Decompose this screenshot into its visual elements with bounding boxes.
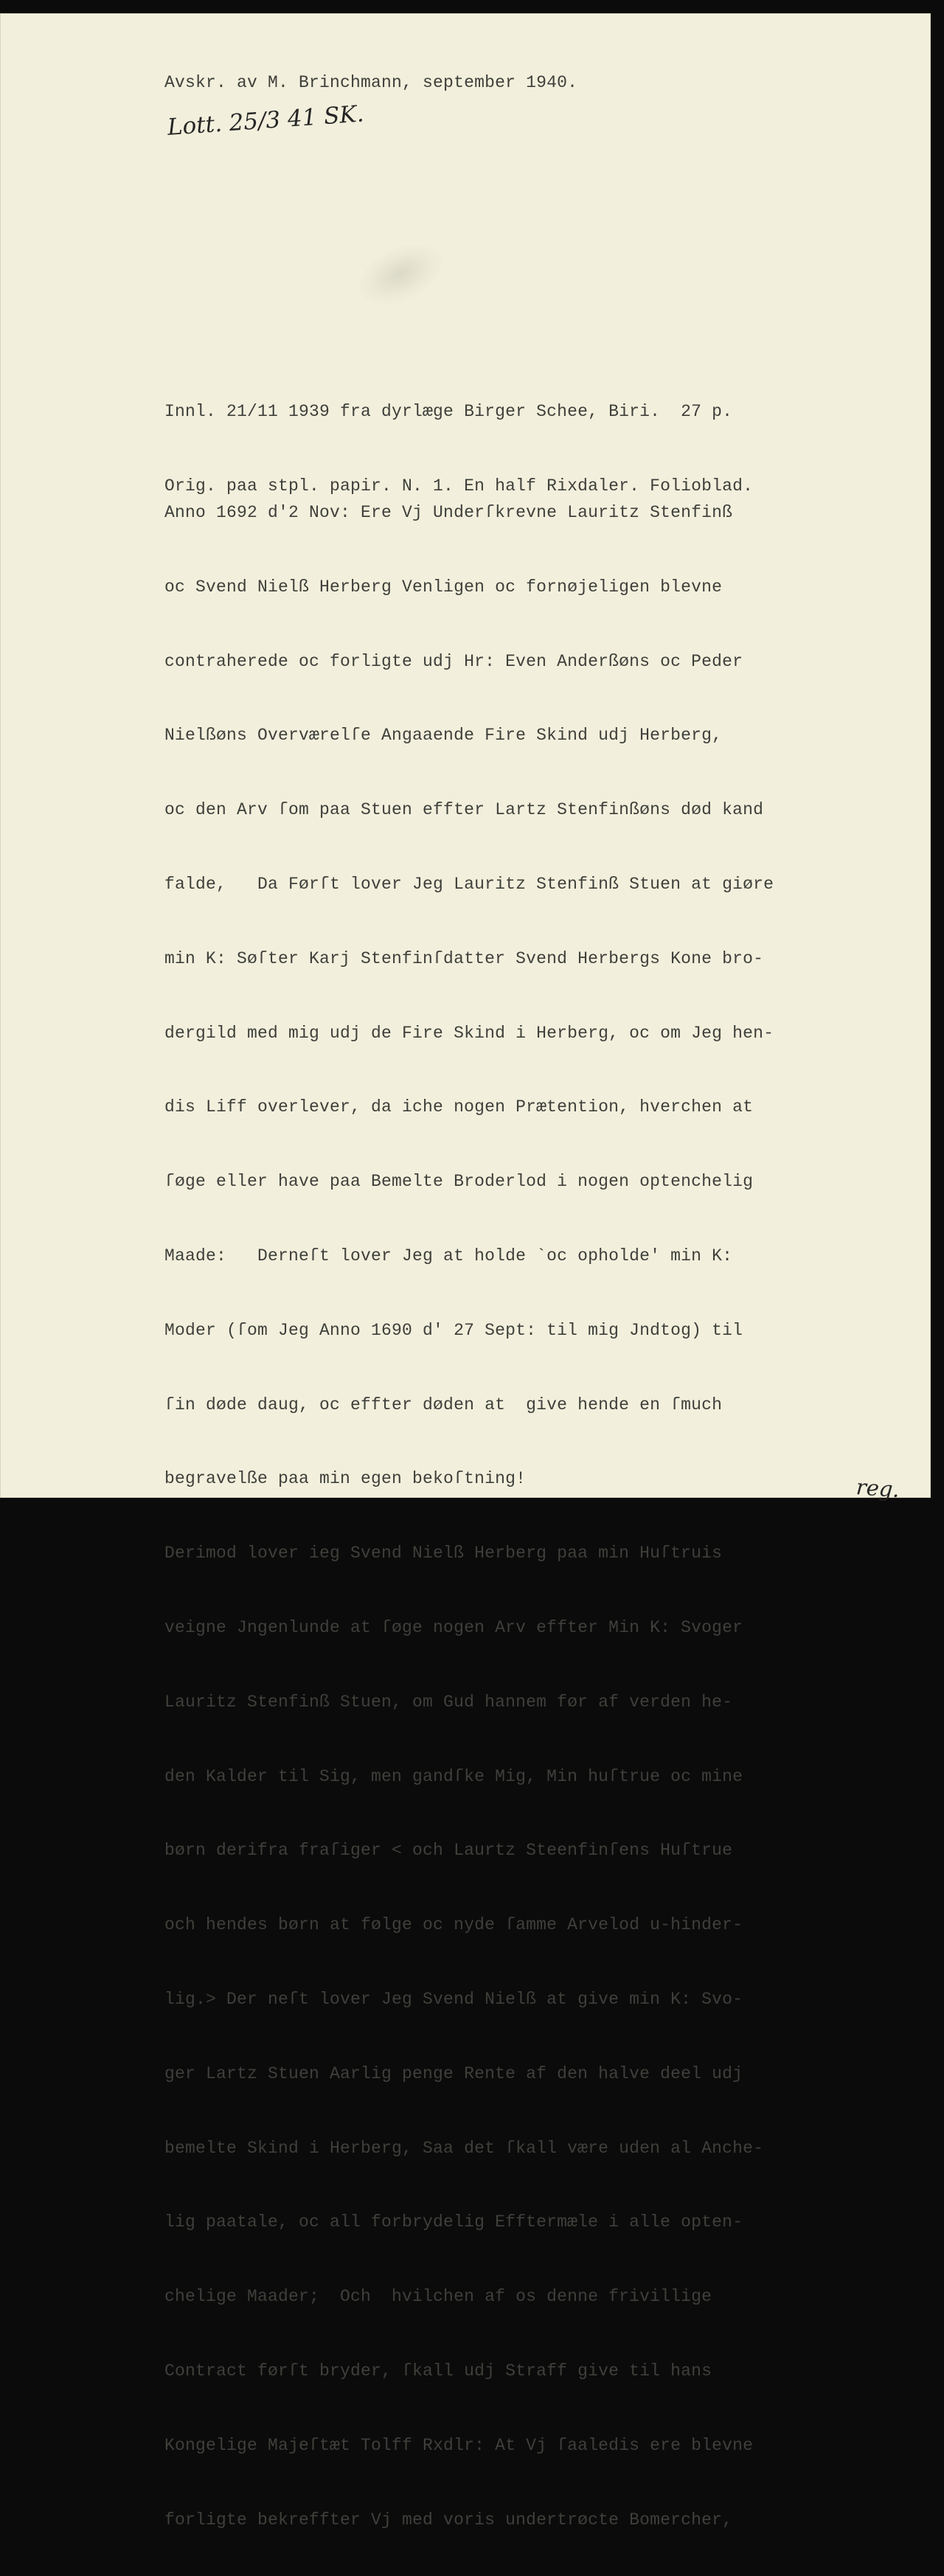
body-line: Moder (ſom Jeg Anno 1690 d' 27 Sept: til mig Jndtog) til	[164, 1320, 743, 1340]
body-line: lig paatale, oc all forbrydelig Efftermæle i alle opten-	[164, 2212, 743, 2232]
body-line: ſøge eller have paa Bemelte Broderlod i nogen optenchelig	[164, 1172, 754, 1192]
body-line: oc Svend Nielß Herberg Venligen oc fornøjeligen blevne	[164, 577, 723, 597]
body-line: Maade: Derneſt lover Jeg at holde `oc opholde' min K:	[164, 1246, 733, 1266]
document-body	[164, 456, 774, 2576]
intro-line: Orig. paa stpl. papir. N. 1. En half Rixdaler. Folioblad.	[164, 476, 754, 496]
body-line: Kongelige Majeſtæt Tolff Rxdlr: At Vj ſaaledis ere blevne	[164, 2435, 754, 2455]
body-line: chelige Maader; Och hvilchen af os denne frivillige	[164, 2287, 712, 2307]
handwritten-margin-note: reg.	[855, 1474, 900, 1503]
body-line: contraherede oc forligte udj Hr: Even Anderßøns oc Peder	[164, 651, 743, 671]
body-line: Lauritz Stenfinß Stuen, om Gud hannem før af verden he-	[164, 1692, 733, 1712]
handwritten-reference: Lott. 25/3 41 SK.	[166, 100, 365, 141]
paper-smudge	[350, 232, 451, 316]
body-line: begravelße paa min egen bekoſtning!	[164, 1469, 527, 1489]
body-line: Nielßøns Overværelſe Angaaende Fire Skind udj Herberg,	[164, 726, 723, 746]
transcription-note: Avskr. av M. Brinchmann, september 1940.	[164, 73, 578, 92]
body-line: och hendes børn at følge oc nyde ſamme Arvelod u-hinder-	[164, 1915, 743, 1935]
body-line: den Kalder til Sig, men gandſke Mig, Min huſtrue oc mine	[164, 1766, 743, 1786]
body-line: Contract førſt bryder, ſkall udj Straff give til hans	[164, 2361, 712, 2381]
body-line: Derimod lover ieg Svend Nielß Herberg paa min Huſtruis	[164, 1544, 723, 1563]
document-page	[0, 13, 931, 2530]
body-line: Anno 1692 d'2 Nov: Ere Vj Underſkrevne Lauritz Stenfinß	[164, 503, 733, 522]
body-line: lig.> Der neſt lover Jeg Svend Nielß at give min K: Svo-	[164, 1989, 743, 2009]
intro-line: Innl. 21/11 1939 fra dyrlæge Birger Schee, Biri. 27 p.	[164, 402, 733, 421]
body-line: dis Liff overlever, da iche nogen Prætention, hverchen at	[164, 1097, 754, 1117]
body-line: børn derifra fraſiger < och Laurtz Steenfinſens Huſtrue	[164, 1841, 733, 1861]
body-line: ſin døde daug, oc effter døden at give hende en ſmuch	[164, 1395, 723, 1414]
body-line: ger Lartz Stuen Aarlig penge Rente af den halve deel udj	[164, 2063, 743, 2083]
body-line: bemelte Skind i Herberg, Saa det ſkall være uden al Anche-	[164, 2138, 764, 2158]
body-line: dergild med mig udj de Fire Skind i Herberg, oc om Jeg hen-	[164, 1023, 774, 1043]
body-line: min K: Søſter Karj Stenfinſdatter Svend Herbergs Kone bro-	[164, 948, 764, 968]
body-line: falde, Da Førſt lover Jeg Lauritz Stenfinß Stuen at giøre	[164, 874, 774, 894]
body-line: oc den Arv ſom paa Stuen effter Lartz Stenfinßøns død kand	[164, 800, 764, 820]
body-line: forligte bekreffter Vj med voris undertrøcte Bomercher,	[164, 2510, 733, 2530]
body-line: veigne Jngenlunde at ſøge nogen Arv effter Min K: Svoger	[164, 1617, 743, 1637]
